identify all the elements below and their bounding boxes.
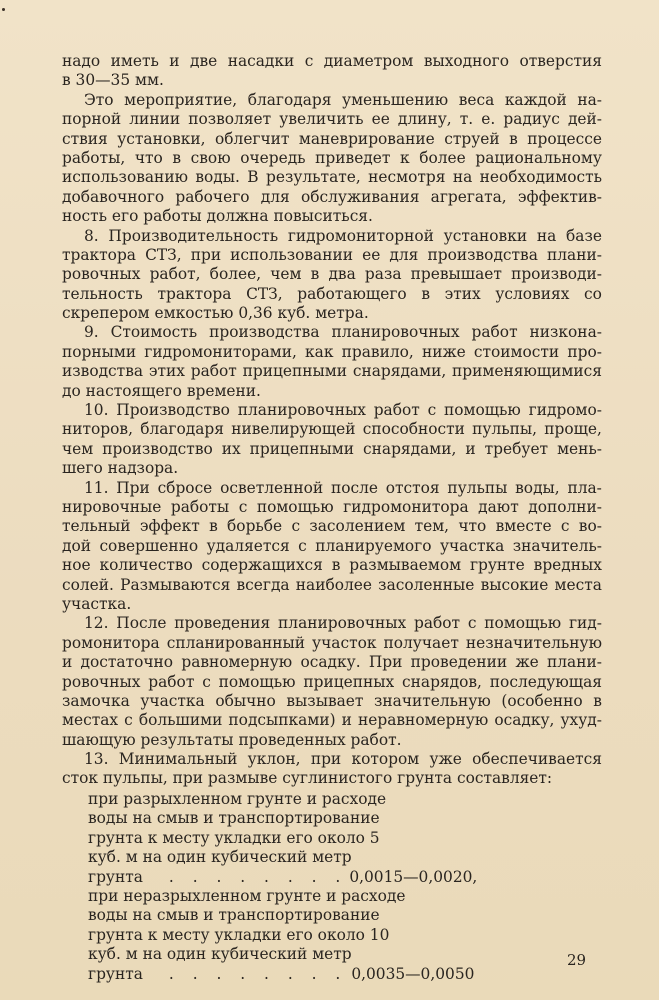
text-line xyxy=(62,71,602,90)
word: высокие xyxy=(480,575,549,594)
word: котором xyxy=(351,750,420,769)
word: последующая xyxy=(489,672,602,691)
body-text xyxy=(62,52,602,789)
word: гид- xyxy=(568,614,602,633)
word: чем xyxy=(270,265,302,284)
word: маневрирование xyxy=(298,129,435,148)
word: на xyxy=(452,168,473,187)
word: рациональному xyxy=(475,148,602,167)
word: со xyxy=(584,284,602,303)
word: диаметром xyxy=(323,52,414,70)
word: гидромониторной xyxy=(287,226,434,245)
word: всегда xyxy=(236,575,290,594)
word: плани- xyxy=(547,653,602,672)
word: значительную xyxy=(374,691,491,710)
word: 10. xyxy=(84,401,109,420)
word: снарядами, xyxy=(352,362,447,381)
word: Производство xyxy=(116,401,230,420)
word: значитель- xyxy=(512,536,602,555)
word: несмотря xyxy=(368,168,446,187)
word: тем, xyxy=(414,517,450,536)
formula-line: воды на смыв и транспортирование xyxy=(88,809,380,828)
word: помощью xyxy=(256,497,334,516)
text-line xyxy=(62,769,602,788)
word: спланированный xyxy=(166,633,306,652)
word: участок xyxy=(312,633,377,652)
word: обычно xyxy=(215,691,276,710)
word: эффект xyxy=(139,517,200,536)
word: порной xyxy=(62,110,122,129)
word: уже xyxy=(429,750,462,769)
word: вызывает xyxy=(286,691,364,710)
word: работ xyxy=(413,614,461,633)
word: же xyxy=(515,653,539,672)
word: (особенно xyxy=(501,691,583,710)
word: сбросе xyxy=(157,478,213,497)
word: помощью xyxy=(443,401,521,420)
word: при xyxy=(310,750,342,769)
word: достаточно xyxy=(80,653,174,672)
word: помощью xyxy=(484,614,562,633)
word: этих xyxy=(148,362,185,381)
word: позволяет xyxy=(188,110,272,129)
word: ромонитора xyxy=(62,633,160,652)
word: обеспечивается xyxy=(472,750,602,769)
text-line xyxy=(62,634,602,653)
text-line xyxy=(62,537,602,556)
word: засоленные xyxy=(378,575,475,594)
word: и xyxy=(62,653,73,672)
word: наиболее xyxy=(295,575,372,594)
word: процессе xyxy=(527,129,602,148)
word: отстоя xyxy=(385,478,440,497)
word: незначительную xyxy=(465,633,602,652)
word: помощью xyxy=(218,672,296,691)
word: производство xyxy=(102,439,213,458)
word: с xyxy=(238,497,248,516)
word: с xyxy=(202,672,211,691)
word: ниторов, xyxy=(62,420,133,439)
word: пла- xyxy=(567,478,602,497)
text-line xyxy=(62,285,602,304)
word: с xyxy=(427,401,437,420)
word: воды. xyxy=(195,168,240,187)
word: линии xyxy=(129,110,181,129)
word: ровочных xyxy=(62,265,141,284)
word: и xyxy=(465,439,476,458)
formula-line: при неразрыхленном грунте и расходе xyxy=(88,887,406,905)
text-line xyxy=(62,576,602,595)
word: 13. xyxy=(84,750,109,769)
word: удаляется xyxy=(206,536,290,555)
text-line xyxy=(62,459,602,478)
word: планировочных xyxy=(331,323,460,342)
word: требует xyxy=(484,439,549,458)
word: ровочных xyxy=(62,672,141,691)
word: размываемом xyxy=(349,556,462,575)
text-line xyxy=(62,731,602,750)
word: что xyxy=(458,517,487,536)
word: получает xyxy=(383,633,459,652)
word: обслуживания xyxy=(300,187,420,206)
word: уклон, xyxy=(247,750,301,769)
word: с xyxy=(467,614,477,633)
word: работ xyxy=(373,401,420,420)
word: необходимость xyxy=(479,168,602,187)
word: 11. xyxy=(84,478,109,497)
word: в xyxy=(209,517,218,536)
word: ниже xyxy=(421,342,466,361)
text-line xyxy=(62,382,602,401)
word: облегчит xyxy=(215,129,290,148)
formula-line: при разрыхленном грунте и расходе xyxy=(88,790,387,808)
word: как xyxy=(305,342,334,361)
text-line xyxy=(62,498,602,517)
text-line xyxy=(62,207,602,226)
word: производства xyxy=(427,245,538,264)
word: проще, xyxy=(544,420,602,439)
word: результате, xyxy=(265,168,361,187)
text-line xyxy=(62,304,602,323)
word: производства xyxy=(209,323,320,342)
print-speck xyxy=(2,8,5,11)
slope-value: 0,0015—0,0020, xyxy=(349,867,478,886)
word: мероприятие, xyxy=(124,90,238,109)
word: совершенно xyxy=(99,536,199,555)
word: трактора xyxy=(62,245,136,264)
word: рабочего xyxy=(175,187,250,206)
text-line xyxy=(62,227,602,246)
word: плани- xyxy=(547,245,602,264)
text-line xyxy=(62,750,602,769)
word: тельность xyxy=(62,284,143,303)
word: иметь xyxy=(110,52,159,70)
word: осветленной xyxy=(220,478,324,497)
word: подсыпками) xyxy=(228,711,336,730)
text-line xyxy=(62,614,602,633)
word: базе xyxy=(566,226,602,245)
text-line xyxy=(62,110,602,129)
word: длину, xyxy=(397,110,452,129)
word: проведении xyxy=(410,653,508,672)
line-text: до настоящего времени. xyxy=(62,381,261,400)
word: на xyxy=(536,226,557,245)
word: дают xyxy=(478,497,519,516)
word: производи- xyxy=(511,265,602,284)
word: работ xyxy=(471,323,518,342)
word: нировочные xyxy=(62,497,162,516)
word: грунте xyxy=(469,556,525,575)
word: увеличить xyxy=(279,110,364,129)
word: вредных xyxy=(533,556,602,575)
word: в xyxy=(509,129,518,148)
word: работ, xyxy=(149,265,201,284)
word: замочка xyxy=(62,691,130,710)
word: этих xyxy=(444,284,481,303)
text-line xyxy=(62,188,602,207)
word: радиус xyxy=(503,110,560,129)
line-text: ность его работы должна повыситься. xyxy=(62,207,373,226)
leader-dots: . . . . . . . . xyxy=(168,867,348,886)
word: пульпы, xyxy=(472,420,538,439)
word: Это xyxy=(84,90,114,109)
word: использованию xyxy=(62,168,188,187)
text-line xyxy=(62,517,602,536)
text-line xyxy=(62,420,602,439)
word: для xyxy=(389,245,419,264)
word: нивелирующей xyxy=(231,420,356,439)
line-text: сток пульпы, при размыве суглинистого грунта составляет: xyxy=(62,769,553,788)
word: ствия xyxy=(62,129,108,148)
word: осадку. xyxy=(300,653,361,672)
word: применяющимися xyxy=(452,362,602,381)
word: работ xyxy=(190,362,237,381)
word: к xyxy=(400,148,410,167)
text-line xyxy=(62,711,602,730)
word: с xyxy=(291,517,301,536)
word: мень- xyxy=(557,439,602,458)
formula-case-2 xyxy=(88,887,608,984)
word: приведет xyxy=(315,148,391,167)
word: гидромонитора xyxy=(343,497,469,516)
formula-last-word: грунта xyxy=(88,867,143,886)
word: вместе xyxy=(495,517,552,536)
text-line xyxy=(62,595,602,614)
word: Минимальный xyxy=(118,750,238,769)
word: условиях xyxy=(495,284,570,303)
word: 9. xyxy=(84,323,99,342)
word: отверстия xyxy=(519,52,602,70)
word: в xyxy=(172,148,182,167)
formula-line: грунта к месту укладки его около 10 xyxy=(88,925,390,944)
text-line xyxy=(62,440,602,459)
word: эффектив- xyxy=(517,187,602,206)
text-line xyxy=(62,323,602,342)
word: правило, xyxy=(341,342,414,361)
word: порными xyxy=(62,342,137,361)
word: очередь xyxy=(240,148,306,167)
word: ное xyxy=(62,556,91,575)
word: проведения xyxy=(174,614,271,633)
word: дополни- xyxy=(528,497,602,516)
word: их xyxy=(221,439,241,458)
word: и xyxy=(169,52,180,70)
line-text: участка. xyxy=(62,594,132,613)
word: В xyxy=(247,168,259,187)
word: места xyxy=(554,575,602,594)
word: ее xyxy=(371,110,390,129)
page-number: 29 xyxy=(567,951,587,969)
word: прицепных xyxy=(303,672,395,691)
word: что xyxy=(134,148,163,167)
word: для xyxy=(260,187,290,206)
word: местах xyxy=(62,711,119,730)
word: более xyxy=(419,148,466,167)
word: ухуд- xyxy=(560,711,602,730)
word: веса xyxy=(458,90,495,109)
word: неравномерную xyxy=(358,711,489,730)
word: гидромо- xyxy=(528,401,602,420)
word: работы, xyxy=(62,148,126,167)
word: чем xyxy=(62,439,94,458)
formula-line: куб. м на один кубический метр xyxy=(88,945,352,964)
word: количество xyxy=(99,556,193,575)
word: дой xyxy=(62,536,92,555)
word: при xyxy=(190,245,222,264)
word: планировочных xyxy=(278,614,407,633)
word: трактора xyxy=(157,284,232,303)
word: использовании xyxy=(230,245,354,264)
word: благодаря xyxy=(140,420,224,439)
word: агрегата, xyxy=(430,187,507,206)
word: в xyxy=(310,265,320,284)
word: в xyxy=(593,691,602,710)
text-line xyxy=(62,479,602,498)
word: планируемого xyxy=(315,536,432,555)
word: е. xyxy=(481,110,496,129)
word: снарядами, xyxy=(363,439,457,458)
word: уменьшению xyxy=(342,90,449,109)
text-line xyxy=(62,52,602,71)
word: работающего xyxy=(297,284,407,303)
word: установки, xyxy=(117,129,206,148)
text-line xyxy=(62,130,602,149)
text-line xyxy=(62,149,602,168)
word: После xyxy=(116,614,167,633)
word: благодаря xyxy=(247,90,332,109)
line-text: шающую результаты проведенных работ. xyxy=(62,730,402,749)
word: насадки xyxy=(227,52,295,70)
word: два xyxy=(328,265,356,284)
word: содержащихся xyxy=(201,556,323,575)
word: 12. xyxy=(84,614,109,633)
word: во- xyxy=(578,517,602,536)
formula-line: куб. м на один кубический метр xyxy=(88,848,352,867)
word: Размываются xyxy=(120,575,231,594)
word: Стоимость xyxy=(110,323,198,342)
word: раза xyxy=(364,265,402,284)
word: 8. xyxy=(84,226,99,245)
word: СТЗ, xyxy=(246,284,283,303)
word: выходного xyxy=(423,52,510,70)
word: более, xyxy=(209,265,262,284)
word: после xyxy=(330,478,378,497)
line-text: скрепером емкостью 0,36 куб. метра. xyxy=(62,304,369,323)
text-line xyxy=(62,653,602,672)
word: планировочных xyxy=(237,401,366,420)
word: с xyxy=(298,536,307,555)
word: гидромониторами, xyxy=(144,342,297,361)
word: работ xyxy=(148,672,195,691)
word: равномерную xyxy=(181,653,293,672)
word: в xyxy=(331,556,341,575)
word: тельный xyxy=(62,517,131,536)
word: с xyxy=(304,52,314,70)
word: При xyxy=(116,478,150,497)
text-line xyxy=(62,556,602,575)
word: ее xyxy=(362,245,381,264)
line-text: шего надзора. xyxy=(62,459,179,478)
word: дей- xyxy=(567,110,602,129)
word: солей. xyxy=(62,575,114,594)
word: участка xyxy=(140,691,205,710)
word: в xyxy=(421,284,430,303)
formula-line: воды на смыв и транспортирование xyxy=(88,906,380,925)
word: превышает xyxy=(410,265,502,284)
word: с xyxy=(124,711,133,730)
formula-last-word: грунта xyxy=(88,964,143,983)
formula-case-1 xyxy=(88,790,608,887)
formula-line: грунта к месту укладки его около 5 xyxy=(88,828,380,847)
text-line xyxy=(62,362,602,381)
word: на- xyxy=(577,90,602,109)
word: т. xyxy=(459,110,474,129)
word: участка xyxy=(439,536,505,555)
text-line xyxy=(62,168,602,187)
word: две xyxy=(190,52,218,70)
word: прицепными xyxy=(242,362,348,381)
text-line xyxy=(62,343,602,362)
word: осадку, xyxy=(494,711,555,730)
word: способности xyxy=(362,420,465,439)
text-line xyxy=(62,246,602,265)
word: прицепными xyxy=(249,439,355,458)
text-line xyxy=(62,692,602,711)
leader-dots: . . . . . . . . xyxy=(168,964,348,983)
word: снарядов, xyxy=(402,672,482,691)
word: пульпы xyxy=(447,478,508,497)
word: воды, xyxy=(515,478,560,497)
word: работы xyxy=(170,497,230,516)
slope-value: 0,0035—0,0050 xyxy=(351,964,475,983)
word: установки xyxy=(443,226,528,245)
word: СТЗ, xyxy=(145,245,182,264)
word: большими xyxy=(138,711,223,730)
word: засолением xyxy=(309,517,406,536)
text-line xyxy=(62,91,602,110)
word: стоимости xyxy=(473,342,560,361)
word: каждой xyxy=(504,90,567,109)
word: борьбе xyxy=(227,517,283,536)
text-line xyxy=(62,401,602,420)
word: свою xyxy=(190,148,231,167)
text-line xyxy=(62,265,602,284)
word: про- xyxy=(567,342,602,361)
word: изводства xyxy=(62,362,144,381)
word: и xyxy=(341,711,352,730)
word: добавочного xyxy=(62,187,165,206)
word: Производительность xyxy=(108,226,279,245)
word: с xyxy=(560,517,570,536)
word: низкона- xyxy=(529,323,602,342)
word: надо xyxy=(62,52,101,70)
word: При xyxy=(368,653,403,672)
word: струей xyxy=(444,129,500,148)
line-text: в 30—35 мм. xyxy=(62,71,164,90)
text-line xyxy=(62,673,602,692)
